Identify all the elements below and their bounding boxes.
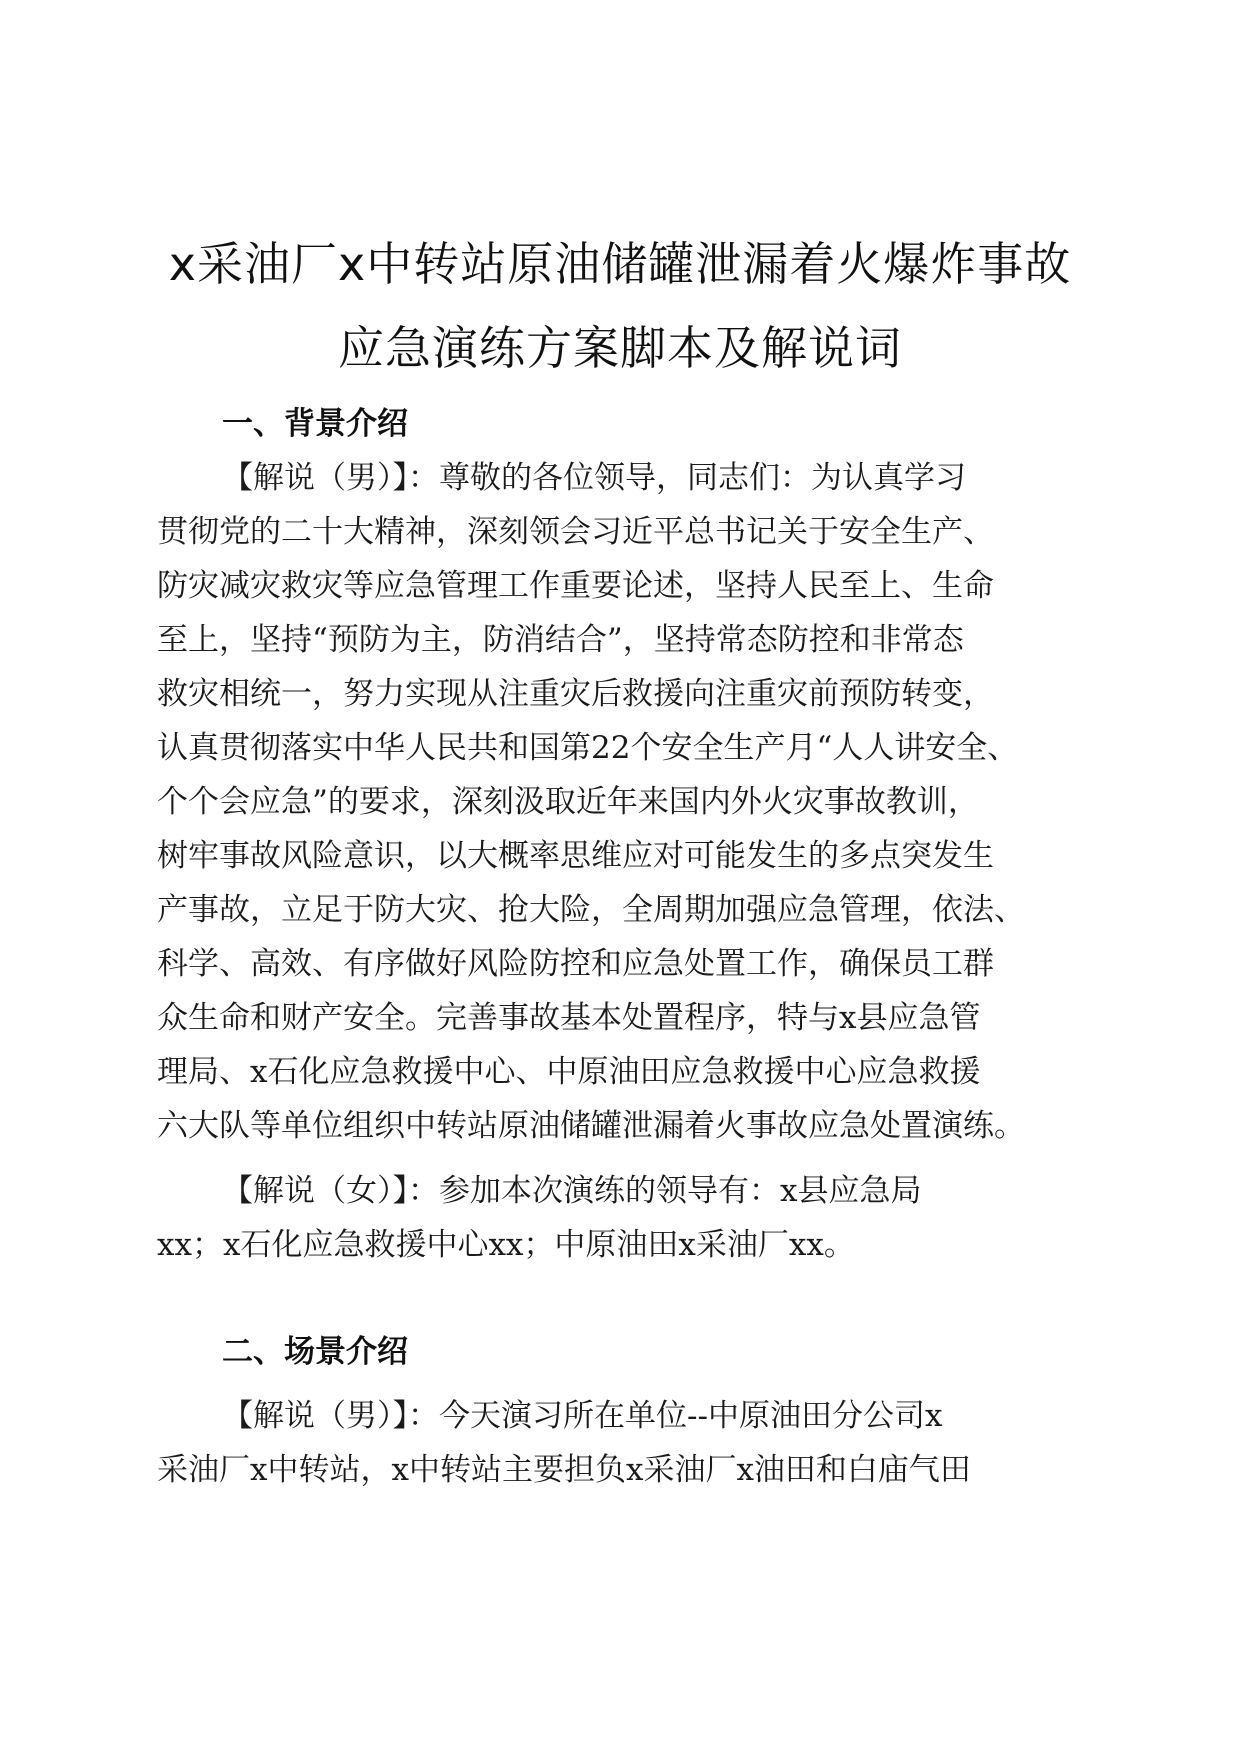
paragraph-line: 众生命和财产安全。完善事故基本处置程序，特与x县应急管 bbox=[157, 1000, 981, 1036]
paragraph-line: 贯彻党的二十大精神，深刻领会习近平总书记关于安全生产、 bbox=[157, 514, 994, 550]
paragraph-line: 【解说（男）】：今天演习所在单位--中原油田分公司x bbox=[222, 1398, 943, 1434]
paragraph-line: 【解说（女）】：参加本次演练的领导有：x县应急局 bbox=[222, 1173, 922, 1209]
section-heading-background: 一、背景介绍 bbox=[222, 406, 408, 442]
paragraph-line: 个个会应急”的要求，深刻汲取近年来国内外火灾事故教训， bbox=[157, 784, 979, 820]
paragraph-line: 科学、高效、有序做好风险防控和应急处置工作，确保员工群 bbox=[157, 946, 994, 982]
paragraph-line: 六大队等单位组织中转站原油储罐泄漏着火事故应急处置演练。 bbox=[157, 1108, 1025, 1144]
paragraph-line: 至上，坚持“预防为主，防消结合”，坚持常态防控和非常态 bbox=[157, 622, 964, 658]
section-heading-scene: 二、场景介绍 bbox=[222, 1334, 408, 1370]
paragraph-line: 【解说（男）】：尊敬的各位领导，同志们：为认真学习 bbox=[222, 460, 966, 496]
paragraph-line: 救灾相统一，努力实现从注重灾后救援向注重灾前预防转变， bbox=[157, 676, 994, 712]
paragraph-line: 认真贯彻落实中华人民共和国第22个安全生产月“人人讲安全、 bbox=[157, 730, 1019, 766]
paragraph-line: 防灾减灾救灾等应急管理工作重要论述，坚持人民至上、生命 bbox=[157, 568, 994, 604]
paragraph-line: 产事故，立足于防大灾、抢大险，全周期加强应急管理，依法、 bbox=[157, 892, 1025, 928]
paragraph-line: xx；x石化应急救援中心xx；中原油田x采油厂xx。 bbox=[157, 1227, 855, 1263]
paragraph-line: 理局、x石化应急救援中心、中原油田应急救援中心应急救援 bbox=[157, 1054, 981, 1090]
paragraph-line: 树牢事故风险意识，以大概率思维应对可能发生的多点突发生 bbox=[157, 838, 994, 874]
document-title-line-2: 应急演练方案脚本及解说词 bbox=[338, 321, 902, 375]
document-title-line-1: x采油厂x中转站原油储罐泄漏着火爆炸事故 bbox=[168, 237, 1072, 291]
paragraph-line: 采油厂x中转站，x中转站主要担负x采油厂x油田和白庙气田 bbox=[157, 1452, 971, 1488]
